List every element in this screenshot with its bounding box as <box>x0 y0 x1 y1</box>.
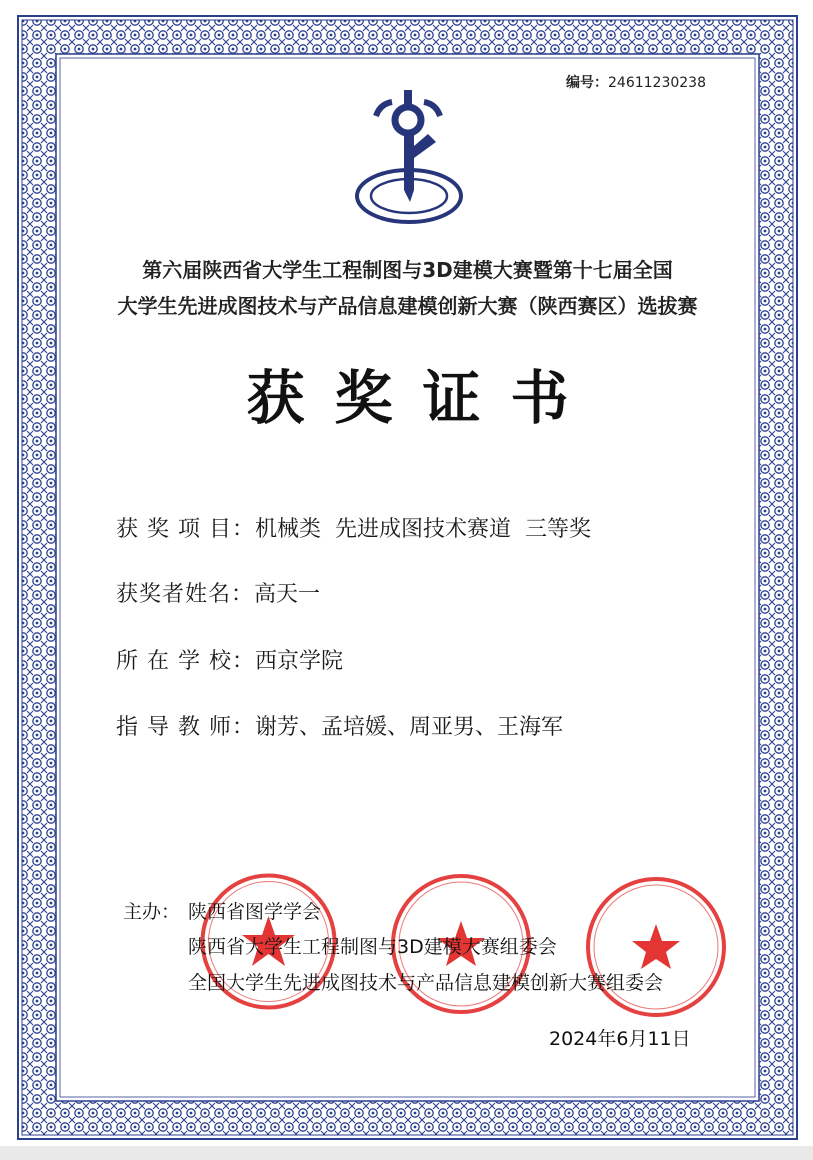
subtitle-line-1: 第六届陕西省大学生工程制图与3D建模大赛暨第十七届全国 <box>142 258 673 282</box>
winner-label: 获奖者姓名： <box>116 582 255 607</box>
award-label: 获 奖 项 目： <box>116 517 255 542</box>
advisors-field <box>116 710 563 741</box>
serial-label: 编号： <box>566 75 608 91</box>
certificate-title: 获奖证书 <box>246 364 599 432</box>
serial-number <box>566 72 706 92</box>
seal-stamp-3 <box>581 872 731 1022</box>
organizer-1: 陕西省图学学会 <box>188 901 322 923</box>
serial-value: 24611230238 <box>608 75 706 91</box>
advisors-label: 指 导 教 师： <box>116 715 255 740</box>
certificate <box>16 14 799 1141</box>
award-value: 机械类 先进成图技术赛道 三等奖 <box>254 517 591 542</box>
advisors-value: 谢芳、孟培媛、周亚男、王海军 <box>254 715 563 740</box>
organizer-label: 主办： <box>123 901 181 923</box>
school-value: 西京学院 <box>254 649 343 674</box>
award-field <box>116 512 591 543</box>
issue-date: 2024年6月11日 <box>549 1028 691 1050</box>
page-bottom-margin <box>0 1146 813 1160</box>
subtitle-line-2: 大学生先进成图技术与产品信息建模创新大赛（陕西赛区）选拔赛 <box>117 294 698 318</box>
winner-field <box>116 577 320 608</box>
compass-logo-icon <box>354 86 464 236</box>
organizer-3: 全国大学生先进成图技术与产品信息建模创新大赛组委会 <box>188 972 664 994</box>
organizer-2: 陕西省大学生工程制图与3D建模大赛组委会 <box>188 936 557 958</box>
winner-value: 高天一 <box>254 582 321 607</box>
school-label: 所 在 学 校： <box>116 649 255 674</box>
school-field <box>116 644 343 675</box>
